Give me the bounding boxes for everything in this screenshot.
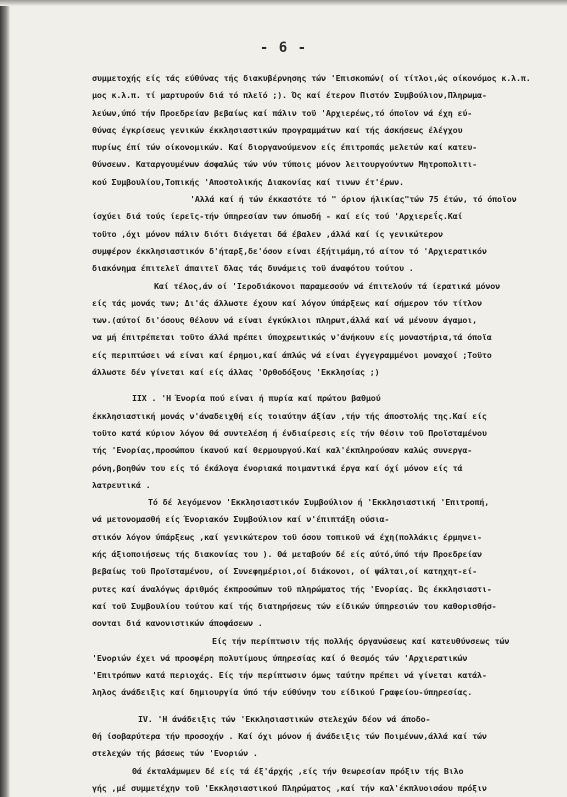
text-line: κού Συμβουλίου,Τοπικής 'Αποστολικής Διακονίας καί τινων έτ'έρων. — [92, 176, 404, 187]
text-line: συμμετοχής είς τάς εύθύνας τής διακυβέρνησης τών 'Επισκοπών( οί τίτλοι,ώς οίκονόμος κ.λ.π. — [92, 73, 531, 83]
text-line: IV. 'Η άνάδειξις τών 'Εκκλησιαστικών στελεχών δέον νά άποδο- — [138, 713, 431, 724]
text-line: θύνσεων. Καταργουμένων άσφαλώς τών νύν τύποις μόνον λειτουργούντων Μητροπολιτι- — [92, 159, 477, 170]
text-line: ρόνη,βοηθών του είς τό έκάλογα ένοριακά ποιμαντικά έργα καί όχί μόνον είς τά — [92, 462, 463, 473]
scan-shadow-left — [0, 0, 10, 797]
text-line: διακόνημα έπιτελεϊ άπαιτεϊ δλας τάς δυνάμεις τοϋ άναφότου τούτου . — [92, 263, 414, 274]
document-body — [92, 70, 544, 797]
text-line: λατρευτικά . — [92, 479, 151, 490]
text-line: Καί τέλος,άν οί 'Ιεροδιάκονοι παραμεσούν νά έπιτελούν τά ίερατικά μόνον — [154, 280, 501, 291]
text-line: ληλος άνάδειξις καί δημιουργία ύπό τήν εύθύνην του είδικού Γραφείου-ύπηρεσίας. — [92, 687, 473, 698]
text-line: λεύων,ύπό τήν Προεδρείαν βεβαίως καί πάλιν τοϋ 'Αρχιερέως,τό όποϊον νά έχη εύ- — [92, 107, 473, 118]
text-line: 'Ενοριών έχει νά προσφέρη πολυτίμους ύπηρεσίας καί ό θεσμός τών 'Αρχιερατικών — [92, 652, 468, 663]
text-line: Θά έκταλάμωμεν δέ είς τά έξ'άρχής ,είς τήν θεωρεσίαν πρόξιν τής Βιλο — [132, 765, 464, 776]
text-line: τοϋτο κατά κύριον λόγον θά συντελέση ή ένδιαίρεσις είς τήν θέσιν τοϋ Προϊσταμένου — [92, 427, 487, 438]
text-line: τής 'Ενορίας,προσώπου ίκανού καί θερμουργού.Καί καλ'έκπληρούσαν καλώς συνεργα- — [92, 445, 473, 456]
text-line: ΙΙΧ . 'Η Ένορία πού είναι ή πυρία καί πρώτου βαθμού — [132, 393, 381, 404]
paragraph-gap — [92, 702, 544, 711]
text-line: στικόν λόγον ύπάρξεως ,καί γενικώτερον τοϋ όσου τοπικοϋ νά έχη(πολλάκις έρμηνει- — [92, 531, 482, 542]
text-line: των.(αύτοί δι'όσους θέλουν νά είναι έγκύκλιοι πληρωτ,άλλά καί νά μένουν άγαμοι, — [92, 315, 477, 326]
text-line: θύνας έγκρίσεως γενικών έκκλησιαστικών προγραμμάτων καί τής άσκήσεως έλέγχου — [92, 124, 463, 135]
text-line: συμφέρον έκκλησιαστικόν δ'ήταρξ,δε'όσον είναι έξήτιμάμη,τό αίτον τό 'Αρχιερατικόν — [92, 245, 487, 256]
text-line: σονται διά κανονιστικών άποφάσεων . — [92, 618, 263, 629]
text-line: γής ,μέ συμμετέχην τοϋ 'Εκκλησιαστικού Πληρώματος ,καί τήν καλ'έκπλυοισάου πρόξιν — [92, 782, 487, 793]
text-line: Είς τήν περίπτωσιν τής πολλής όργανώσεως καί κατευθύνσεως τών — [212, 635, 510, 646]
text-line: ρυτες καί άναλόγως άριθμός έκπροσώπων τοϋ πληρώματος τής 'Ενορίας. Ώς έκκλησιαστι- — [92, 583, 492, 594]
text-line: ίσχύει διά τούς ίερεϊς-τήν ύπηρεσίαν των όπωσδή - καί είς τού 'Αρχιερεΐς.Καί — [92, 211, 463, 222]
text-line: να μή έπιτρέπεται τοϋτο άλλά πρέπει ύποχρεωτικώς ν'άνήκουν είς μοναστήρια,τά όποϊα — [92, 332, 492, 343]
text-line: 'Επιτρόπων κατά περιοχάς. Είς τήν περίπτωσιν όμως ταύτην πρέπει νά γίνεται κατάλ- — [92, 670, 487, 681]
text-line: μος κ.λ.π. τί μαρτυρούν διά τό πλεϊό ;). Ός καί έτερον Πιστόν Συμβούλιον,Πληρωμα- — [92, 90, 487, 101]
text-line: πυρίως έπί τών οίκονομικών. Καί διοργανούμενον είς έπιτροπάς μελετών καί κατευ- — [92, 142, 477, 153]
paragraph-gap — [92, 381, 544, 390]
text-line: άλλωστε δέν γίνεται καί είς άλλας 'Ορθοδόξους 'Εκκλησίας ;) — [92, 367, 380, 378]
text-line: είς περιπτώσει νά είναι καί έρημοι,καί άπλώς νά είναι έγγεγραμμένοι μοναχοί ;Τοϋτο — [92, 349, 492, 360]
text-line: θή ίσοβαρύτερα τήν προσοχήν . Καί όχι μόνον ή άνάδειξις τών Ποιμένων,άλλά καί τών — [92, 730, 487, 741]
text-line: Τό δέ λεγόμενον 'Εκκλησιαστικόν Συμβούλιον ή 'Εκκλησιαστική 'Επιτροπή, — [148, 497, 490, 508]
text-line: έκκλησιαστική μονάς ν'άναδειχθή είς τοιαύτην άξίαν ,τήν τής άποστολής της.Καί είς — [92, 410, 487, 421]
text-line: τοϋτο ,όχι μόνον πάλιν διότι διάγεται δά έβαλεν ,άλλά καί ίς γενικώτερον — [92, 228, 443, 239]
text-line: κής άξιοποιήσεως τής διακονίας του ). Θά μεταβούν δέ είς αύτό,ύπό τήν Προεδρείαν — [92, 549, 482, 560]
text-line: στελεχών τής βάσεως τών 'Ενοριών . — [92, 748, 258, 759]
text-line: είς τάς μονάς των; Δι'άς άλλωστε έχουν καί λόγον ύπάρξεως καί σήμερον τόν τίτλον — [92, 297, 482, 308]
text-line: βεβαίως τοϋ Προϊσταμένου, οί Συνεφημέριοι,οί διάκονοι, οί ψάλται,οί κατηχητ-εί- — [92, 566, 477, 577]
text-line: καί τοϋ Συμβουλίου τούτου καί τής διατηρήσεως τών είδικών ύπηρεσιών του καθορισθήσ- — [92, 600, 497, 611]
page-number: - 6 - — [259, 40, 308, 56]
text-line: νά μετονομασθή είς Ένοριακόν Συμβούλιον καί ν'έπιπτάξη ούσια- — [92, 514, 390, 525]
scan-shadow-top — [0, 0, 567, 6]
text-line: 'Αλλά καί ή τών έκκαστότε τό " όριον ήλικίας"τών 75 έτών, τό όποϊον — [190, 194, 517, 205]
